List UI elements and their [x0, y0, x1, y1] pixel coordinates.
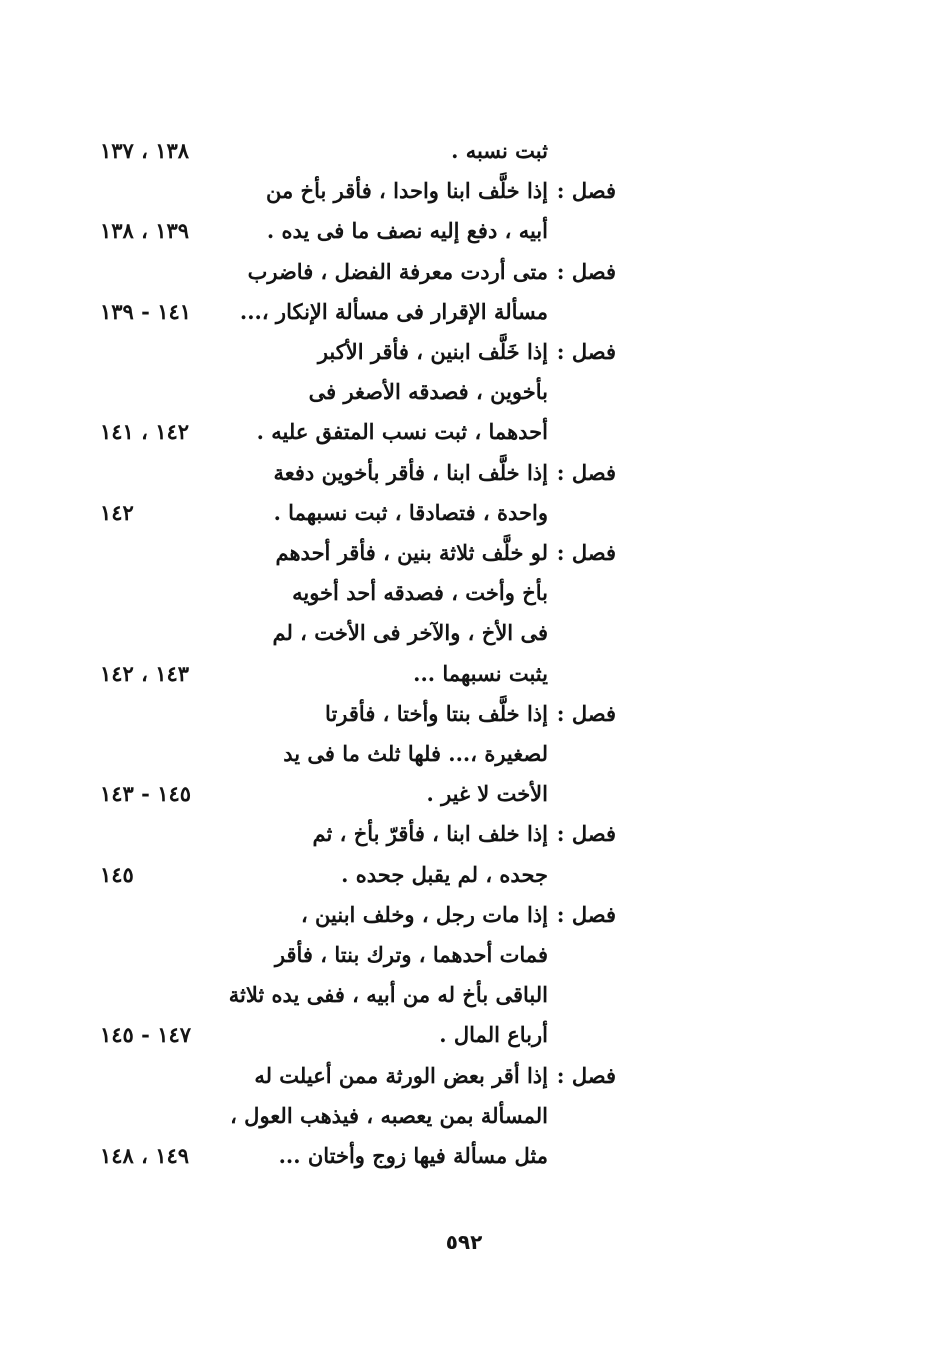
entry-line: إذا خَلَّف ابنين ، فأقر الأكبر	[317, 339, 548, 364]
page-reference: ١٣٩ ، ١٣٨	[100, 218, 190, 244]
entry-heading: فصل :	[556, 821, 616, 847]
entry-line: إذا خلَّف بنتا وأختا ، فأقرتا	[325, 700, 548, 726]
entry-line: لصغيرة ،... فلها ثلث ما فى يد	[283, 741, 548, 766]
entry-line: مثل مسألة فيها زوج وأختان ...	[278, 1143, 548, 1168]
entry-line: جحده ، لم يقبل جحده .	[341, 861, 548, 887]
entry-line: إذا خلَّف ابنا واحدا ، فأقر بأخ من	[266, 178, 548, 204]
entry-line: أبيه ، دفع إليه نصف ما فى يده .	[266, 218, 548, 244]
entry-line: يثبت نسبهما ...	[413, 660, 548, 686]
page-reference: ١٤٥ - ١٤٣	[100, 781, 192, 807]
entry-line: المسألة بمن يعصبه ، فيذهب العول ،	[230, 1102, 548, 1128]
entry-line: إذا مات رجل ، وخلف ابنين ،	[300, 901, 548, 927]
entry-line: أرباع المال .	[439, 1022, 548, 1048]
entry-line: ثبت نسبه .	[451, 138, 548, 163]
entry-heading: فصل :	[556, 1062, 616, 1088]
page-reference: ١٤٣ ، ١٤٢	[100, 660, 190, 686]
entry-line: الأخت لا غير .	[426, 781, 548, 807]
entry-line: مسألة الإقرار فى مسألة الإنكار ،...	[239, 298, 548, 324]
page-reference: ١٣٨ ، ١٣٧	[100, 138, 190, 163]
entry-heading: فصل :	[556, 901, 616, 927]
entry-line: إذا خلَّف ابنا ، فأقر بأخوين دفعة	[273, 459, 548, 485]
page-reference: ١٤٩ ، ١٤٨	[100, 1143, 190, 1168]
entry-line: أحدهما ، ثبت نسب المتفق عليه .	[256, 419, 548, 445]
entry-line: بأخوين ، فصدقه الأصغر فى	[308, 379, 548, 405]
entry-line: واحدة ، فتصادقا ، ثبت نسبهما .	[273, 499, 548, 525]
page-reference: ١٤١ - ١٣٩	[100, 298, 192, 324]
entry-line: فى الأخ ، والآخر فى الأخت ، لم	[272, 620, 548, 646]
entry-heading: فصل :	[556, 700, 616, 726]
entry-line: متى أردت معرفة الفضل ، فاضرب	[247, 258, 548, 284]
entry-line: الباقى بأخ له من أبيه ، ففى يده ثلاثة	[228, 982, 548, 1008]
entry-line: بأخ وأخت ، فصدقه أحد أخويه	[292, 580, 548, 606]
entry-line: فمات أحدهما ، وترك بنتا ، فأقر	[274, 942, 548, 967]
entry-heading: فصل :	[556, 459, 616, 485]
entry-line: لو خلَّف ثلاثة بنين ، فأقر أحدهم	[275, 540, 548, 565]
entry-line: إذا أقر بعض الورثة ممن أعيلت له	[254, 1062, 548, 1088]
entry-heading: فصل :	[556, 178, 616, 204]
entry-heading: فصل :	[556, 540, 616, 565]
page-number: ٥٩٢	[445, 1230, 483, 1254]
page-reference: ١٤٧ - ١٤٥	[100, 1022, 192, 1048]
page-reference: ١٤٥	[100, 861, 134, 887]
entry-heading: فصل :	[556, 258, 616, 284]
page-reference: ١٤٢ ، ١٤١	[100, 419, 190, 445]
page-reference: ١٤٢	[100, 499, 134, 525]
entry-heading: فصل :	[556, 339, 616, 364]
entry-line: إذا خلف ابنا ، فأقرّ بأخ ، ثم	[312, 821, 548, 847]
